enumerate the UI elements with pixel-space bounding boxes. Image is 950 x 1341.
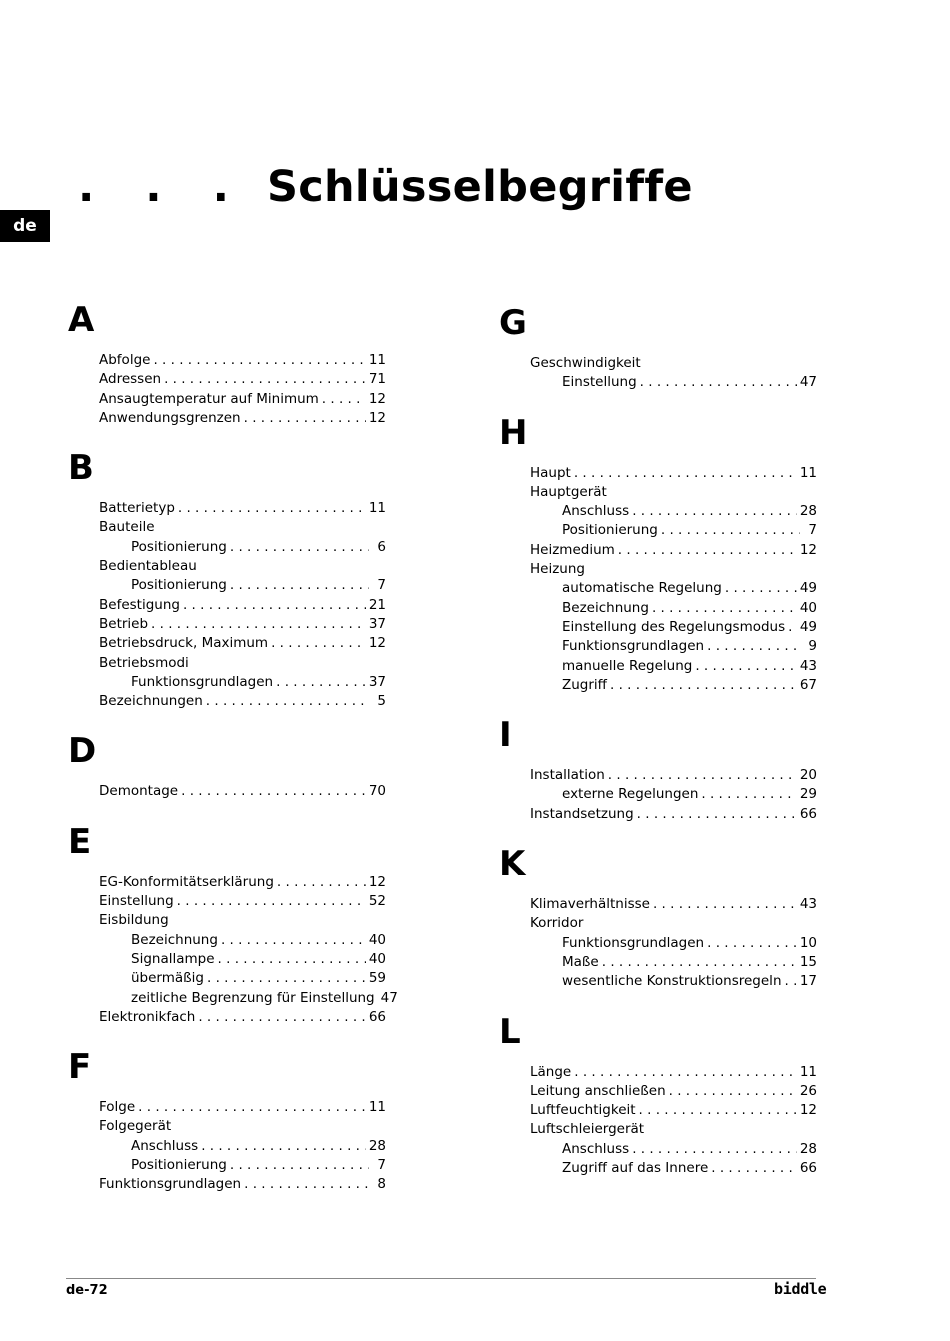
index-entry: [66, 1098, 386, 1117]
entry-label: Folgegerät: [99, 1118, 172, 1135]
index-entry: [66, 596, 386, 615]
entry-label: Positionierung: [131, 1157, 227, 1174]
entry-page-number: 29: [799, 786, 817, 803]
entry-label: Leitung anschließen: [530, 1082, 666, 1099]
dot-leader: [178, 499, 366, 518]
dot-leader: [164, 370, 366, 389]
index-subentry: [497, 637, 817, 656]
index-entry: [497, 766, 817, 785]
entry-label: Demontage: [99, 783, 179, 800]
dot-leader: [244, 409, 366, 428]
entry-page-number: 66: [368, 1008, 386, 1025]
dot-leader: [218, 950, 366, 969]
entry-page-number: 26: [799, 1082, 817, 1099]
entry-label: Funktionsgrundlagen: [99, 1176, 242, 1193]
entry-label: manuelle Regelung: [562, 657, 693, 674]
index-subentry: [66, 673, 386, 692]
entry-page-number: 28: [799, 1140, 817, 1157]
entry-page-number: 7: [808, 522, 817, 539]
dot-leader: [788, 618, 797, 637]
index-group-e: [66, 821, 398, 1027]
entry-page-number: 10: [799, 934, 817, 951]
entry-page-number: 40: [368, 931, 386, 948]
dot-leader: [271, 634, 366, 653]
index-subentry: [497, 972, 817, 991]
dot-leader: [221, 931, 366, 950]
index-letter: H: [499, 412, 528, 453]
index-group-k: [497, 844, 817, 991]
index-letter: E: [68, 821, 92, 862]
index-entry: [497, 1101, 817, 1120]
entry-label: Bauteile: [99, 519, 155, 536]
dot-leader: [618, 541, 797, 560]
entry-page-number: 52: [368, 893, 386, 910]
entry-label: Bezeichnung: [562, 599, 649, 616]
index-letter: A: [68, 300, 95, 340]
index-subentry: [66, 931, 386, 950]
entry-page-number: 17: [799, 973, 817, 990]
entry-label: Batterietyp: [99, 500, 175, 517]
index-group-g: [497, 303, 817, 393]
index-letter: L: [499, 1011, 521, 1052]
index-entry: [66, 499, 386, 518]
entry-page-number: 47: [799, 374, 817, 391]
entry-label: Signallampe: [131, 950, 215, 967]
entry-page-number: 66: [799, 805, 817, 822]
index-entry: [497, 1120, 817, 1139]
entry-label: Befestigung: [99, 596, 180, 613]
entry-page-number: 21: [368, 596, 386, 613]
entry-label: EG-Konformitätserklärung: [99, 873, 274, 890]
entry-page-number: 59: [368, 970, 386, 987]
entry-page-number: 11: [368, 1099, 386, 1116]
index-subentry: [497, 599, 817, 618]
entry-page-number: 12: [799, 1102, 817, 1119]
index-letter: D: [68, 731, 97, 772]
entry-label: Betriebsmodi: [99, 654, 189, 671]
dot-leader: [230, 1156, 369, 1175]
dot-leader: [276, 673, 366, 692]
index-entry: [66, 873, 386, 892]
index-entry: [66, 370, 386, 389]
dot-leader: [153, 351, 365, 370]
dot-leader: [183, 596, 366, 615]
index-entry: [497, 464, 817, 483]
entry-page-number: 37: [368, 673, 386, 690]
dot-leader: [632, 1140, 797, 1159]
dot-leader: [653, 895, 797, 914]
index-subentry: [497, 373, 817, 392]
index-entry: [66, 557, 386, 576]
entry-label: Korridor: [530, 915, 584, 932]
entry-label: Luftfeuchtigkeit: [530, 1102, 636, 1119]
index-subentry: [66, 969, 386, 988]
entry-label: Positionierung: [131, 577, 227, 594]
dot-leader: [707, 934, 797, 953]
index-group-f: [66, 1047, 386, 1194]
entry-label: Haupt: [530, 464, 571, 481]
dot-leader: [277, 873, 366, 892]
index-entry: [497, 541, 817, 560]
dot-leader: [198, 1008, 365, 1027]
index-subentry: [66, 1156, 386, 1175]
entry-page-number: 11: [368, 500, 386, 517]
entry-label: Anschluss: [131, 1137, 199, 1154]
footer-divider: [66, 1278, 816, 1279]
entry-label: Bezeichnungen: [99, 693, 203, 710]
entry-label: Klimaverhältnisse: [530, 896, 650, 913]
entry-page-number: 12: [368, 409, 386, 426]
index-subentry: [66, 989, 398, 1008]
index-entry: [66, 654, 386, 673]
entry-label: Einstellung: [562, 374, 637, 391]
index-entry: [66, 390, 386, 409]
dot-leader: [695, 657, 796, 676]
dot-leader: [151, 615, 366, 634]
index-entry: [497, 483, 817, 502]
dot-leader: [725, 579, 797, 598]
entry-label: Instandsetzung: [530, 805, 634, 822]
entry-page-number: 9: [808, 638, 817, 655]
dot-leader: [230, 576, 369, 595]
index-entry: [497, 914, 817, 933]
index-subentry: [497, 1140, 817, 1159]
index-entry: [66, 692, 386, 711]
index-subentry: [497, 502, 817, 521]
index-subentry: [497, 521, 817, 540]
dot-leader: [138, 1098, 366, 1117]
index-group-d: [66, 731, 386, 801]
index-group-h: [497, 413, 817, 696]
index-entry: [66, 892, 386, 911]
dot-leader: [181, 782, 366, 801]
index-subentry: [497, 676, 817, 695]
entry-page-number: 49: [799, 618, 817, 635]
index-entry: [66, 634, 386, 653]
entry-page-number: 15: [799, 953, 817, 970]
index-subentry: [497, 618, 817, 637]
entry-label: Bedientableau: [99, 558, 197, 575]
entry-page-number: 12: [799, 541, 817, 558]
index-entry: [497, 1063, 817, 1082]
dot-leader: [707, 637, 800, 656]
index-subentry: [497, 953, 817, 972]
index-entry: [66, 911, 386, 930]
entry-label: Betrieb: [99, 615, 149, 632]
dot-leader: [785, 972, 797, 991]
index-letter: G: [499, 303, 527, 343]
index-entry: [66, 518, 386, 537]
dot-leader: [244, 1175, 369, 1194]
entry-page-number: 47: [380, 989, 398, 1006]
entry-label: Zugriff: [562, 676, 607, 693]
entry-label: Funktionsgrundlagen: [562, 934, 705, 951]
index-subentry: [66, 950, 386, 969]
index-subentry: [497, 934, 817, 953]
dot-leader: [661, 521, 800, 540]
entry-label: Maße: [562, 953, 599, 970]
entry-label: Luftschleiergerät: [530, 1121, 645, 1138]
entry-page-number: 28: [799, 503, 817, 520]
index-column-left: [66, 300, 398, 1215]
entry-page-number: 5: [377, 693, 386, 710]
entry-page-number: 12: [368, 635, 386, 652]
entry-label: Anschluss: [562, 1140, 630, 1157]
index-entry: [497, 805, 817, 824]
entry-page-number: 7: [377, 1157, 386, 1174]
entry-label: Betriebsdruck, Maximum: [99, 635, 269, 652]
index-entry: [497, 895, 817, 914]
entry-label: zeitliche Begrenzung für Einstellung: [131, 989, 375, 1006]
index-subentry: [66, 538, 386, 557]
entry-label: Folge: [99, 1099, 136, 1116]
index-entry: [497, 1082, 817, 1101]
dot-leader: [201, 1137, 366, 1156]
index-letter: B: [68, 448, 94, 489]
index-group-l: [497, 1012, 817, 1179]
index-entry: [66, 1117, 386, 1136]
dot-leader: [206, 692, 369, 711]
index-group-a: [66, 300, 386, 428]
index-entry: [66, 782, 386, 801]
entry-label: Einstellung des Regelungsmodus: [562, 618, 786, 635]
entry-page-number: 7: [377, 577, 386, 594]
title-text: Schlüsselbegriffe: [266, 162, 693, 212]
index-entry: [66, 615, 386, 634]
page-title: [78, 162, 693, 212]
index-letter: I: [499, 715, 512, 756]
dot-leader: [639, 1101, 797, 1120]
dot-leader: [640, 373, 797, 392]
entry-label: Adressen: [99, 371, 162, 388]
index-entry: [66, 1008, 386, 1027]
title-dots: . . .: [78, 162, 247, 212]
dot-leader: [207, 969, 366, 988]
dot-leader: [608, 766, 797, 785]
entry-page-number: 71: [368, 371, 386, 388]
entry-page-number: 12: [368, 873, 386, 890]
entry-label: Abfolge: [99, 352, 151, 368]
dot-leader: [701, 785, 796, 804]
entry-page-number: 43: [799, 657, 817, 674]
entry-label: Ansaugtemperatur auf Minimum: [99, 390, 319, 407]
index-subentry: [66, 576, 386, 595]
entry-page-number: 49: [799, 580, 817, 597]
entry-label: Geschwindigkeit: [530, 355, 641, 371]
entry-label: Bezeichnung: [131, 931, 218, 948]
dot-leader: [610, 676, 797, 695]
entry-label: Anschluss: [562, 503, 630, 520]
index-group-i: [497, 715, 817, 824]
entry-page-number: 12: [368, 390, 386, 407]
entry-label: Positionierung: [562, 522, 658, 539]
dot-leader: [574, 464, 797, 483]
entry-label: externe Regelungen: [562, 786, 699, 803]
entry-label: Hauptgerät: [530, 483, 607, 500]
dot-leader: [632, 502, 797, 521]
page-number: de-72: [66, 1283, 108, 1298]
entry-page-number: 37: [368, 615, 386, 632]
entry-page-number: 11: [799, 1063, 817, 1080]
index-letter: F: [68, 1047, 92, 1088]
dot-leader: [669, 1082, 797, 1101]
entry-label: wesentliche Konstruktionsregeln: [562, 973, 782, 990]
biddle-logo: biddle: [774, 1280, 827, 1298]
entry-label: Installation: [530, 767, 605, 784]
index-entry: [66, 351, 386, 370]
entry-label: Heizmedium: [530, 541, 615, 558]
entry-page-number: 66: [799, 1160, 817, 1177]
index-subentry: [497, 657, 817, 676]
dot-leader: [652, 599, 797, 618]
entry-label: übermäßig: [131, 970, 204, 987]
dot-leader: [574, 1063, 797, 1082]
dot-leader: [230, 538, 369, 557]
dot-leader: [322, 390, 366, 409]
entry-page-number: 43: [799, 896, 817, 913]
index-column-right: [497, 303, 817, 1198]
index-entry: [497, 560, 817, 579]
index-entry: [497, 354, 817, 373]
entry-label: Einstellung: [99, 893, 174, 910]
entry-label: Positionierung: [131, 538, 227, 555]
index-subentry: [66, 1137, 386, 1156]
entry-page-number: 67: [799, 676, 817, 693]
entry-label: Funktionsgrundlagen: [562, 638, 705, 655]
dot-leader: [711, 1159, 797, 1178]
entry-page-number: 40: [799, 599, 817, 616]
index-entry: [66, 1175, 386, 1194]
entry-page-number: 20: [799, 767, 817, 784]
entry-page-number: 70: [368, 783, 386, 800]
index-group-b: [66, 448, 386, 711]
entry-page-number: 40: [368, 950, 386, 967]
index-entry: [66, 409, 386, 428]
entry-label: automatische Regelung: [562, 580, 722, 597]
entry-page-number: 8: [377, 1176, 386, 1193]
dot-leader: [637, 805, 797, 824]
entry-page-number: 28: [368, 1137, 386, 1154]
language-tab: de: [0, 210, 50, 242]
index-subentry: [497, 785, 817, 804]
entry-label: Zugriff auf das Innere: [562, 1160, 709, 1177]
entry-label: Funktionsgrundlagen: [131, 673, 274, 690]
dot-leader: [177, 892, 366, 911]
index-subentry: [497, 1159, 817, 1178]
entry-label: Elektronikfach: [99, 1008, 196, 1025]
entry-label: Anwendungsgrenzen: [99, 409, 241, 426]
index-letter: K: [499, 844, 526, 885]
entry-label: Länge: [530, 1063, 572, 1080]
entry-page-number: 11: [799, 464, 817, 481]
entry-label: Heizung: [530, 561, 585, 578]
entry-page-number: 6: [377, 538, 386, 555]
index-subentry: [497, 579, 817, 598]
dot-leader: [602, 953, 797, 972]
entry-page-number: 11: [368, 352, 386, 368]
entry-label: Eisbildung: [99, 912, 169, 929]
